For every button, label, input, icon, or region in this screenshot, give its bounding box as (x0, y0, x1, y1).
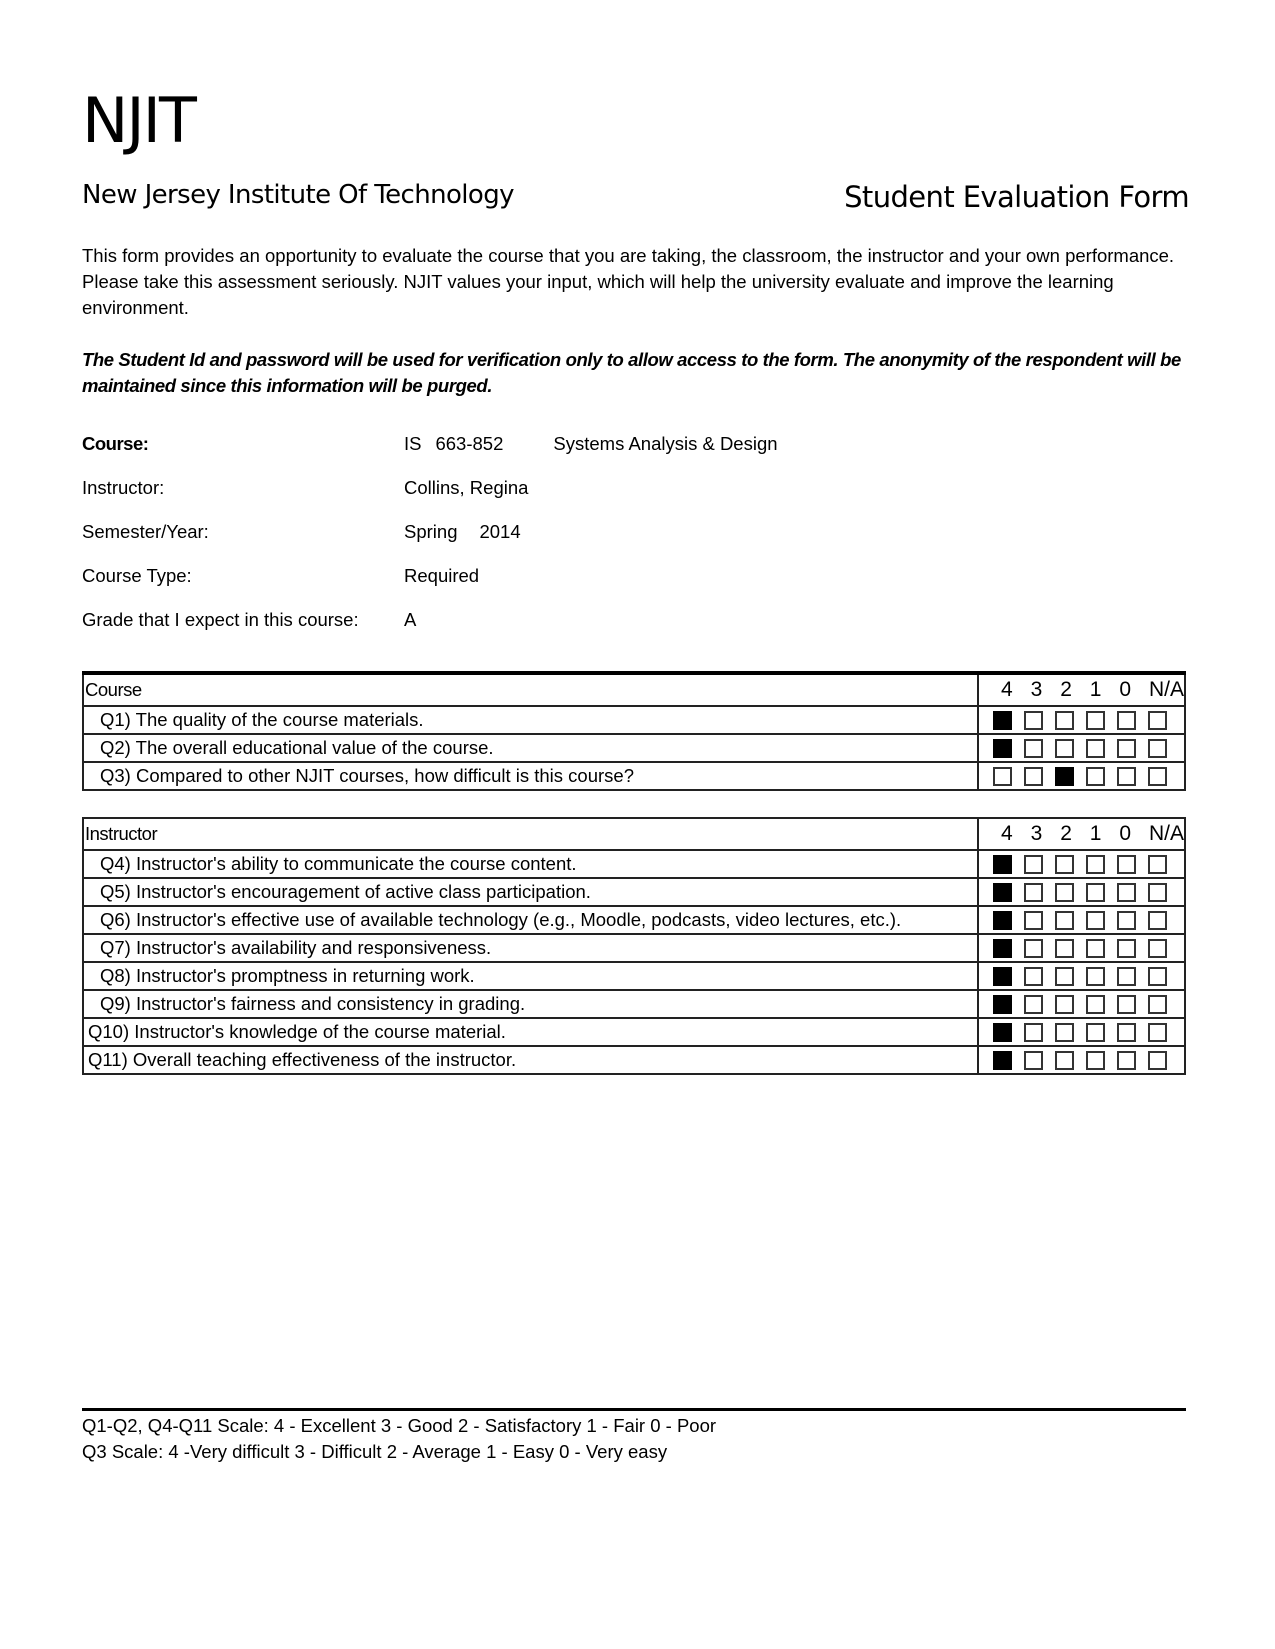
rating-options (979, 995, 1184, 1014)
rating-checkbox-1[interactable] (1086, 911, 1105, 930)
question-text: Q3) Compared to other NJIT courses, how difficult is this course? (83, 762, 978, 790)
scale-label: 1 (1089, 678, 1102, 701)
question-row (83, 762, 1185, 790)
rating-checkbox-3[interactable] (1024, 711, 1043, 730)
rating-checkbox-2[interactable] (1055, 911, 1074, 930)
rating-options (979, 711, 1184, 730)
rating-checkbox-na[interactable] (1148, 711, 1167, 730)
rating-checkbox-2[interactable] (1055, 939, 1074, 958)
question-text: Q2) The overall educational value of the course. (83, 734, 978, 762)
scale-header (979, 822, 1184, 846)
rating-checkbox-3[interactable] (1024, 967, 1043, 986)
rating-checkbox-na[interactable] (1148, 939, 1167, 958)
rating-checkbox-2[interactable] (1055, 739, 1074, 758)
rating-checkbox-2[interactable] (1055, 995, 1074, 1014)
rating-checkbox-na[interactable] (1148, 883, 1167, 902)
question-row (83, 990, 1185, 1018)
scale-label: 2 (1060, 822, 1072, 845)
question-text: Q4) Instructor's ability to communicate the course content. (83, 850, 978, 878)
rating-checkbox-1[interactable] (1086, 855, 1105, 874)
scale-label: 1 (1089, 822, 1102, 845)
rating-checkbox-1[interactable] (1086, 1023, 1105, 1042)
rating-checkbox-4[interactable] (993, 995, 1012, 1014)
instructor-section-table (82, 817, 1186, 1075)
rating-checkbox-2[interactable] (1055, 967, 1074, 986)
rating-checkbox-1[interactable] (1086, 1051, 1105, 1070)
rating-checkbox-2[interactable] (1055, 855, 1074, 874)
question-row (83, 734, 1185, 762)
question-text: Q5) Instructor's encouragement of active class participation. (83, 878, 978, 906)
university-name: New Jersey Institute Of Technology (82, 180, 514, 210)
rating-checkbox-0[interactable] (1117, 711, 1136, 730)
rating-checkbox-1[interactable] (1086, 939, 1105, 958)
scale-label: 0 (1119, 678, 1132, 701)
rating-checkbox-0[interactable] (1117, 1051, 1136, 1070)
rating-checkbox-2[interactable] (1055, 883, 1074, 902)
question-row (83, 850, 1185, 878)
section-header (83, 673, 1185, 706)
question-text: Q9) Instructor's fairness and consistency in grading. (83, 990, 978, 1018)
rating-options (979, 1023, 1184, 1042)
rating-checkbox-3[interactable] (1024, 883, 1043, 902)
rating-checkbox-3[interactable] (1024, 1051, 1043, 1070)
rating-checkbox-4[interactable] (993, 1023, 1012, 1042)
scale-label: 2 (1060, 678, 1072, 701)
question-row (83, 1018, 1185, 1046)
page-title: Student Evaluation Form (844, 180, 1189, 214)
semester: Spring (404, 521, 458, 542)
instructor-label: Instructor: (82, 477, 165, 498)
scale-label: 3 (1030, 822, 1043, 845)
scale-label: N/A (1148, 822, 1184, 845)
rating-checkbox-0[interactable] (1117, 739, 1136, 758)
rating-checkbox-2[interactable] (1055, 1051, 1074, 1070)
anonymity-notice: The Student Id and password will be used for verification only to allow access to the form. The anonymity of the respondent will be maintained since this information will be purged. (82, 349, 1181, 396)
question-text: Q6) Instructor's effective use of available technology (e.g., Moodle, podcasts, video lectures, etc.). (83, 906, 978, 934)
rating-checkbox-1[interactable] (1086, 711, 1105, 730)
question-text: Q7) Instructor's availability and responsiveness. (83, 934, 978, 962)
rating-checkbox-0[interactable] (1117, 939, 1136, 958)
question-text: Q8) Instructor's promptness in returning work. (83, 962, 978, 990)
semester-value (404, 521, 521, 543)
intro-paragraph: This form provides an opportunity to evaluate the course that you are taking, the classroom, the instructor and your own performance. Please take this assessment seriously. NJIT values your input, which will help the university evaluate and improve the learning environment. (82, 245, 1175, 318)
rating-checkbox-4[interactable] (993, 1051, 1012, 1070)
scale-label: 4 (1001, 678, 1013, 701)
rating-checkbox-3[interactable] (1024, 995, 1043, 1014)
scale-label: 4 (1001, 822, 1013, 845)
section-title: Course (83, 673, 978, 706)
question-row (83, 1046, 1185, 1074)
rating-checkbox-0[interactable] (1117, 995, 1136, 1014)
rating-checkbox-3[interactable] (1024, 767, 1043, 786)
rating-checkbox-0[interactable] (1117, 883, 1136, 902)
rating-checkbox-4[interactable] (993, 711, 1012, 730)
rating-checkbox-4[interactable] (993, 767, 1012, 786)
question-row (83, 878, 1185, 906)
rating-checkbox-3[interactable] (1024, 1023, 1043, 1042)
rating-options (979, 767, 1184, 786)
rating-checkbox-1[interactable] (1086, 995, 1105, 1014)
rating-checkbox-1[interactable] (1086, 739, 1105, 758)
expected-grade-value: A (404, 609, 417, 630)
section-title: Instructor (83, 818, 978, 850)
rating-checkbox-4[interactable] (993, 883, 1012, 902)
rating-options (979, 911, 1184, 930)
rating-checkbox-na[interactable] (1148, 767, 1167, 786)
rating-checkbox-1[interactable] (1086, 883, 1105, 902)
question-row (83, 962, 1185, 990)
rating-checkbox-na[interactable] (1148, 1051, 1167, 1070)
njit-logo: NJIT (82, 84, 195, 157)
scale-label: 0 (1119, 822, 1132, 845)
question-row (83, 706, 1185, 734)
semester-label: Semester/Year: (82, 521, 209, 542)
rating-options (979, 1051, 1184, 1070)
rating-checkbox-4[interactable] (993, 739, 1012, 758)
rating-checkbox-3[interactable] (1024, 739, 1043, 758)
rating-checkbox-0[interactable] (1117, 767, 1136, 786)
rating-checkbox-4[interactable] (993, 967, 1012, 986)
rating-checkbox-na[interactable] (1148, 739, 1167, 758)
rating-checkbox-4[interactable] (993, 939, 1012, 958)
rating-checkbox-0[interactable] (1117, 1023, 1136, 1042)
rating-checkbox-4[interactable] (993, 855, 1012, 874)
instructor-value: Collins, Regina (404, 477, 529, 498)
rating-checkbox-2[interactable] (1055, 1023, 1074, 1042)
footer-divider (82, 1408, 1186, 1411)
course-label: Course: (82, 433, 149, 454)
rating-checkbox-na[interactable] (1148, 967, 1167, 986)
rating-checkbox-2[interactable] (1055, 767, 1074, 786)
course-name: Systems Analysis & Design (553, 433, 778, 454)
course-value (404, 433, 778, 455)
rating-options (979, 883, 1184, 902)
scale-header (979, 678, 1184, 702)
course-number: 663-852 (435, 433, 504, 454)
question-text: Q10) Instructor's knowledge of the course material. (83, 1018, 978, 1046)
course-type-label: Course Type: (82, 565, 192, 586)
rating-options (979, 939, 1184, 958)
scale-legend-difficulty: Q3 Scale: 4 -Very difficult 3 - Difficult 2 - Average 1 - Easy 0 - Very easy (82, 1441, 668, 1462)
section-header (83, 818, 1185, 850)
rating-checkbox-3[interactable] (1024, 855, 1043, 874)
rating-checkbox-na[interactable] (1148, 1023, 1167, 1042)
rating-checkbox-1[interactable] (1086, 767, 1105, 786)
rating-options (979, 855, 1184, 874)
course-dept: IS (404, 433, 422, 454)
question-row (83, 906, 1185, 934)
question-text: Q1) The quality of the course materials. (83, 706, 978, 734)
rating-checkbox-0[interactable] (1117, 911, 1136, 930)
rating-checkbox-1[interactable] (1086, 967, 1105, 986)
rating-options (979, 967, 1184, 986)
rating-checkbox-2[interactable] (1055, 711, 1074, 730)
question-row (83, 934, 1185, 962)
rating-checkbox-0[interactable] (1117, 855, 1136, 874)
rating-checkbox-na[interactable] (1148, 911, 1167, 930)
rating-checkbox-4[interactable] (993, 911, 1012, 930)
year: 2014 (479, 521, 521, 542)
question-text: Q11) Overall teaching effectiveness of the instructor. (83, 1046, 978, 1074)
scale-label: 3 (1030, 678, 1043, 701)
scale-legend (82, 1413, 716, 1465)
expected-grade-label: Grade that I expect in this course: (82, 609, 359, 630)
rating-checkbox-3[interactable] (1024, 939, 1043, 958)
scale-label: N/A (1148, 678, 1184, 701)
rating-checkbox-0[interactable] (1117, 967, 1136, 986)
scale-legend-general: Q1-Q2, Q4-Q11 Scale: 4 - Excellent 3 - Good 2 - Satisfactory 1 - Fair 0 - Poor (82, 1415, 717, 1436)
rating-options (979, 739, 1184, 758)
rating-checkbox-na[interactable] (1148, 995, 1167, 1014)
rating-checkbox-3[interactable] (1024, 911, 1043, 930)
course-type-value: Required (404, 565, 480, 586)
course-section-table (82, 671, 1186, 791)
rating-checkbox-na[interactable] (1148, 855, 1167, 874)
